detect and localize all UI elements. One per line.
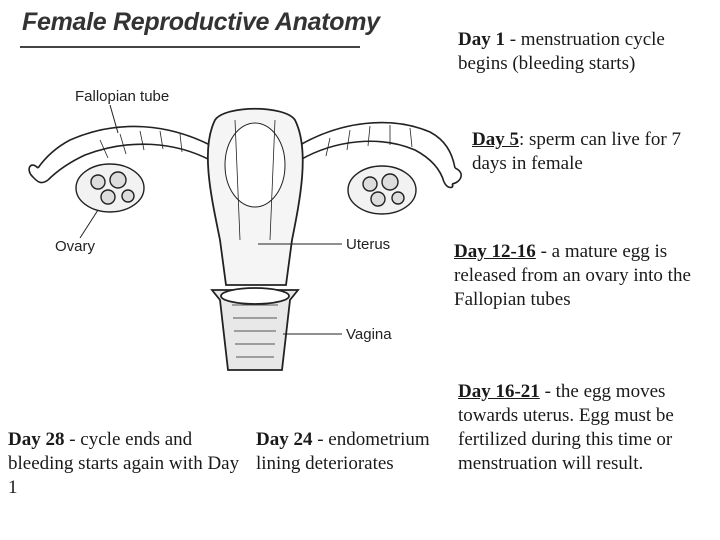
- label-uterus: Uterus: [346, 236, 391, 253]
- label-ovary: Ovary: [55, 238, 96, 255]
- leader-ovary: [80, 210, 98, 238]
- note-day-24-day: Day 24: [256, 429, 313, 450]
- note-day-16-21: [458, 380, 716, 476]
- label-vagina: Vagina: [346, 326, 392, 343]
- note-day-28-day: Day 28: [8, 429, 65, 450]
- note-day-12-16-day: Day 12-16: [454, 241, 536, 262]
- uterus: [208, 109, 303, 285]
- label-fallopian-tube: Fallopian tube: [75, 88, 170, 105]
- note-day-1-text: - menstruation cycle begins (bleeding starts): [458, 29, 665, 74]
- note-day-16-21-text: - the egg moves towards uterus. Egg must be fertilized during this time or menstruation will result.: [458, 381, 674, 474]
- note-day-5-text: : sperm can live for 7 days in female: [472, 129, 681, 174]
- note-day-24: [256, 428, 444, 476]
- note-day-12-16-text: - a mature egg is released from an ovary into the Fallopian tubes: [454, 241, 691, 310]
- note-day-1-day: Day 1: [458, 29, 505, 50]
- note-day-24-text: - endometrium lining deteriorates: [256, 429, 430, 474]
- right-ovary: [348, 166, 416, 214]
- vagina: [212, 288, 298, 370]
- note-day-16-21-day: Day 16-21: [458, 381, 540, 402]
- note-day-28: [8, 428, 244, 500]
- note-day-28-text: - cycle ends and bleeding starts again with Day 1: [8, 429, 240, 498]
- note-day-5-day: Day 5: [472, 129, 519, 150]
- left-ovary: [76, 164, 144, 212]
- note-day-1: [458, 28, 716, 76]
- note-day-5: [472, 128, 716, 176]
- note-day-12-16: [454, 240, 716, 312]
- diagram-title: Female Reproductive Anatomy: [22, 8, 380, 36]
